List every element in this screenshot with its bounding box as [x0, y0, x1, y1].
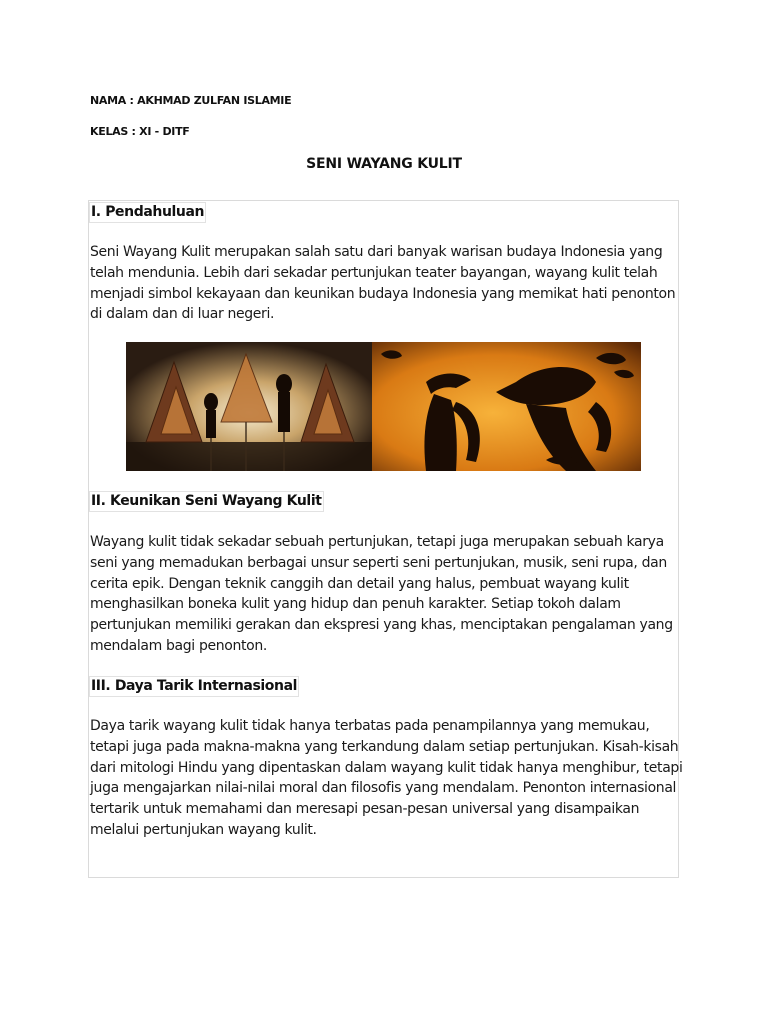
section-heading-international: III. Daya Tarik Internasional	[89, 676, 299, 697]
section-heading-introduction: I. Pendahuluan	[89, 202, 206, 223]
section-heading-uniqueness: II. Keunikan Seni Wayang Kulit	[89, 491, 324, 512]
student-name: NAMA : AKHMAD ZULFAN ISLAMIE	[90, 94, 292, 107]
section-paragraph-international: Daya tarik wayang kulit tidak hanya terbatas pada penampilannya yang memukau, tetapi juga pada makna-makna yang terkandung dalam setiap pertunjukan. Kisah-kisah dari mitologi Hindu yang dipentaskan dalam wayang kulit tidak hanya menghibur, tetapi juga mengajarkan nilai-nilai moral dan filosofis yang mendalam. Penonton internasional tertarik untuk memahami dan meresapi pesan-pesan universal yang disampaikan melalui pertunjukan wayang kulit.	[90, 718, 683, 838]
section-paragraph-uniqueness: Wayang kulit tidak sekadar sebuah pertunjukan, tetapi juga merupakan sebuah karya seni yang memadukan berbagai unsur seperti seni pertunjukan, musik, seni rupa, dan cerita epik. Dengan teknik canggih dan detail yang halus, pembuat wayang kulit menghasilkan boneka kulit yang hidup dan penuh karakter. Setiap tokoh dalam pertunjukan memiliki gerakan dan ekspresi yang khas, menciptakan pengalaman yang mendalam bagi penonton.	[90, 534, 673, 654]
section-paragraph-introduction: Seni Wayang Kulit merupakan salah satu dari banyak warisan budaya Indonesia yang telah mendunia. Lebih dari sekadar pertunjukan teater bayangan, wayang kulit telah menjadi simbol kekayaan dan keunikan budaya Indonesia yang memikat hati penonton di dalam dan di luar negeri.	[90, 244, 676, 323]
document-title: SENI WAYANG KULIT	[306, 156, 462, 172]
wayang-kulit-image	[126, 342, 641, 471]
student-class: KELAS : XI - DITF	[90, 125, 190, 138]
